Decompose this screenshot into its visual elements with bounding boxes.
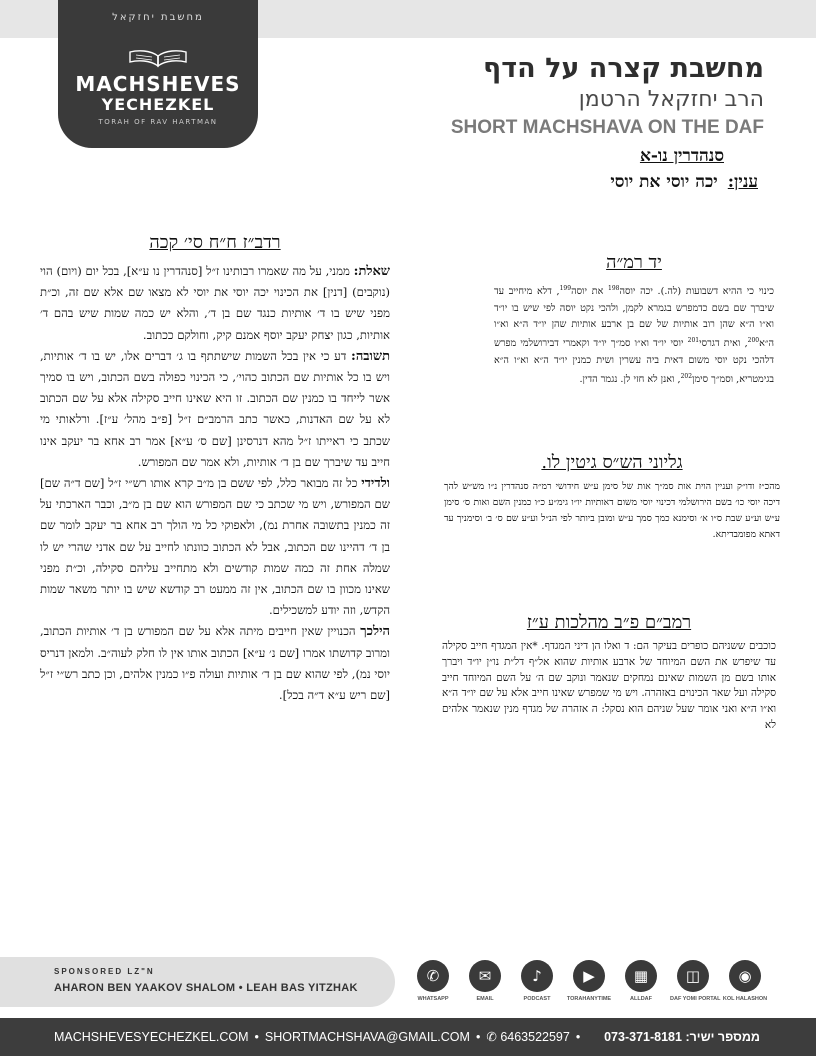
rambam-text: כוכבים ששניהם כופרים בעיקר הם: ד ואלו הן דיני המגדף. *אין המגדף חייב סקילה עד שיפרש את השם המיוחד של ארבע אותיות שהוא אל״ף דל״ת נו״ן יו״ד ויברך אותו בשם מן השמות שאינם נמחקים שנאמר ונוקב שם ה׳ על השם המיוחד חייב סקילה ועל שאר הכינוים באזהרה. ויש מי שמפרש שאינו חייב אלא על שם יו״ד ה״א וא״ו ה״א ואני אומר שעל שניהם הוא נסקל: ה אזהרה של מגדף מנין שנאמר אלהים לא <box>442 640 776 731</box>
yad-ramah-title: יד רמ״ה <box>606 252 662 273</box>
radbaz-section <box>40 232 390 706</box>
view-label: ולדידי <box>361 476 390 492</box>
whatsapp-link[interactable] <box>410 960 456 1002</box>
logo-tagline: TORAH OF RAV HARTMAN <box>98 118 218 126</box>
radbaz-text <box>40 261 390 706</box>
contact-info: MACHSHEVESYECHEZKEL.COM • SHORTMACHSHAVA@GMAIL.COM • ✆ 6463522597 • <box>54 1030 581 1044</box>
logo-line-2: YECHEZKEL <box>101 95 215 114</box>
alldaf-link[interactable] <box>618 960 664 1002</box>
logo-line-1: MACHSHEVES <box>75 72 241 96</box>
question-label: שאלת: <box>353 264 390 279</box>
website-link[interactable]: MACHSHEVESYECHEZKEL.COM <box>54 1030 249 1044</box>
contact-bar <box>0 1018 816 1056</box>
sponsor-label: SPONSORED LZ"N <box>54 967 155 976</box>
sponsor-bar <box>0 957 395 1007</box>
whatsapp-icon: ✆ <box>486 1030 497 1044</box>
gilyonei-hashas-title: גליוני הש״ס גיטין לו. <box>541 452 683 473</box>
platform-icons <box>410 960 786 1010</box>
radbaz-answer <box>40 346 390 473</box>
conclusion-text: הכנויין שאין חייבים מיתה אלא על שם המפורש בן ד׳ אותיות הכתוב, ומרוב קדושתו אמרו [שם נ׳ ע״א] הכתוב אותו אין לו חלק לעוה״ב. ולמאן דנריס יוסי נמ), לפי שהוא שם בן ד׳ אותיות ועולה פ״ו כמנין אלהים, וכן כתב רש״י ז״ל [שם ריש ע״א ד״ה בכל]. <box>40 624 390 703</box>
question-text: ממני, על מה שאמרו רבותינו ז״ל [סנהדרין נו ע״א], בכל יום (ויום) הוי (נוקבים) [דנין] את הכינוי יכה יוסי את יוסי לא מצאו שם אלא שם זה, וכ״ת מפני שיש בו ד׳ אותיות כנגד שם בן ד׳, והלא יש כמה שמות שיש בהם ד׳ אותיות, כגון יצחק יעקב יוסף אמנם קיק, וחולקם ככתוב. <box>40 264 390 342</box>
rambam-section <box>442 612 776 734</box>
page-title-english: SHORT MACHSHAVA ON THE DAF <box>450 117 764 138</box>
gilyonei-hashas-section <box>444 452 780 543</box>
direct-line-label: ממספר ישיר: <box>685 1030 760 1044</box>
whatsapp-number[interactable]: 6463522597 <box>500 1030 570 1044</box>
direct-line-number[interactable]: 073-371-8181 <box>604 1030 682 1044</box>
answer-text: דע כי אין בכל השמות שישתתף בו ג׳ דברים אלו, יש בו ד׳ אותיות, ויש בו כל אותיות שם הכתוב כהוי׳, כי הכינוי כפולה בשם הכתוב, ויש בו סמיך אשר לייחד בו כמנין שם הכתוב. זו היא שאינו חייב סקילה אלא על שם הכתוב לא על שם האדנות, כאשר כתב הרמב״ם ז״ל [פ״ב מהל׳ ע״ז]. ורלאותי מי שכתב כי ראייתו ז״ל מהא דנרסינן [שם ס׳ ע״א] אמר רב אחא בר יעקב אינו חייב עד שיברך שם בן ד׳ אותיות, ולא אמר שם המפורש. <box>40 348 390 469</box>
icon-label: WHATSAPP <box>417 996 449 1002</box>
open-book-icon <box>128 46 188 68</box>
daf-yomi-portal-icon[interactable]: ◫ <box>677 960 709 992</box>
email-address[interactable]: SHORTMACHSHAVA@GMAIL.COM <box>264 1030 470 1044</box>
author-name: הרב יחזקאל הרטמן <box>578 87 764 112</box>
radbaz-question <box>40 261 390 346</box>
footnote-ref[interactable]: 201 <box>687 337 700 345</box>
subject-line <box>324 169 758 195</box>
conclusion-label: הילכך <box>360 624 390 640</box>
kol-halashon-icon[interactable]: ◉ <box>729 960 761 992</box>
answer-label: תשובה: <box>351 348 391 364</box>
rambam-title: רמב״ם פ״ב מהלכות ע״ז <box>526 612 692 633</box>
torahanytime-icon[interactable]: ▶ <box>573 960 605 992</box>
icon-label: PODCAST <box>523 996 551 1002</box>
icon-label: EMAIL <box>476 996 494 1002</box>
tractate-reference: סנהדרין נו-א <box>639 146 724 166</box>
logo[interactable] <box>58 0 258 148</box>
subject-label: ענין: <box>727 172 758 192</box>
kol-halashon-link[interactable] <box>722 960 768 1002</box>
icon-label: DAF YOMI PORTAL <box>670 996 721 1002</box>
footnote-ref[interactable]: 199 <box>559 285 572 292</box>
icon-label: TORAHANYTIME <box>566 996 612 1002</box>
direct-line <box>604 1018 760 1056</box>
footnote-ref[interactable]: 202 <box>680 373 693 381</box>
radbaz-view <box>40 473 390 621</box>
radbaz-conclusion <box>40 621 390 706</box>
email-link[interactable] <box>462 960 508 1002</box>
subject-text: יכה יוסי את יוסי <box>610 172 718 192</box>
icon-label: ALLDAF <box>630 996 652 1002</box>
view-text: כל זה מבואר כלל, לפי ששם בן מ״ב קרא אותו רש״י ז״ל [שם ד״ה שם] שם המפורש, ויש מי שכתב כי שם המפורש הוא שם בן מ״ב, וכבר הארכתי על זה כמנין בתשובה אחרת נמ), ולאפוקי כל מי הולך רב אחא בר יעקב לומר שם בן ד׳ דהיינו שם הכתוב, אבל לא הכתוב כוונתו לחייב על שם אדני שהרי יש לו שמלה אחת זה כמה שמות קודשים ולא מתחייב עליהם סקילה, וכ״ת מפני שאינו מכוון בו שם הכתוב, אין זה ממעט רב קודשא שיש בו יותר משאר שמות הקדש, וזה יודע למשכילים. <box>40 476 390 618</box>
page-title-hebrew: מחשבת קצרה על הדף <box>483 53 764 84</box>
whatsapp-icon[interactable]: ✆ <box>417 960 449 992</box>
podcast-icon[interactable]: ♪ <box>521 960 553 992</box>
radbaz-title: רדב״ז ח״ח סי׳ קכה <box>149 232 281 253</box>
footnote-ref[interactable]: 200 <box>747 337 760 345</box>
alldaf-icon[interactable]: ▦ <box>625 960 657 992</box>
footnote-ref[interactable]: 198 <box>608 285 620 292</box>
icon-label: KOL HALASHON <box>722 996 768 1002</box>
title-block <box>324 52 764 195</box>
email-icon[interactable]: ✉ <box>469 960 501 992</box>
podcast-link[interactable] <box>514 960 560 1002</box>
yad-ramah-section <box>494 252 774 389</box>
torahanytime-link[interactable] <box>566 960 612 1002</box>
yad-ramah-text: כינוי כי ההיא דשבועות (לה.). יכה יוסה$^{198}$ את יוסה$^{199}$, דלא מיחייב עד שיברך שם בשם כדמפרש בגמרא לקמן, ולהכי נקט יוסה לפי שיש בו יו״ד וא״ו ה״א שהן רוב אותיות של שם בן ארבע אותיות שהן יו״ד ה״א וא״ו ה״א$^{200}$, ואית דגרסי$^{201}$ יוסי יו״ד וא״ו סמ״ך יו״ד וקאמרי דבירושלמי מפרש דלהכי נקט יוסי משום דאית ביה עשרין ושית כמנין יו״ד ה״א וא״ו ה״א בגימטריא, וסמ״ך סימן$^{202}$, ואנן לא חזי לן. נגמר הדין. <box>494 285 774 386</box>
gilyonei-hashas-text: מהכ״ז ודו״ק ועניין הוית אות סמ״ך אות של סימן ע״ש חידושי רמ״ה סנהדרין נ״ו מש״ש להך דיכה יוסי כו׳ בשם הירושלמי דכינוי יוסי משום דאותיות יו״ו גימ״ע כ״ו כמנין השם ואות ס׳ סימן ע״ש וע״ע שבת ס״ו א׳ וסימנא כמך סמך ע״ש ומובן ביותר לפי הנ״ל וע״ע שם ס׳ ב׳ וסימניך עד דאתא מפומבדיתא. <box>444 481 780 540</box>
sponsor-names: AHARON BEN YAAKOV SHALOM • LEAH BAS YITZHAK <box>54 982 358 994</box>
logo-hebrew: מחשבת יחזקאל <box>112 12 204 23</box>
daf-yomi-portal-link[interactable] <box>670 960 721 1002</box>
